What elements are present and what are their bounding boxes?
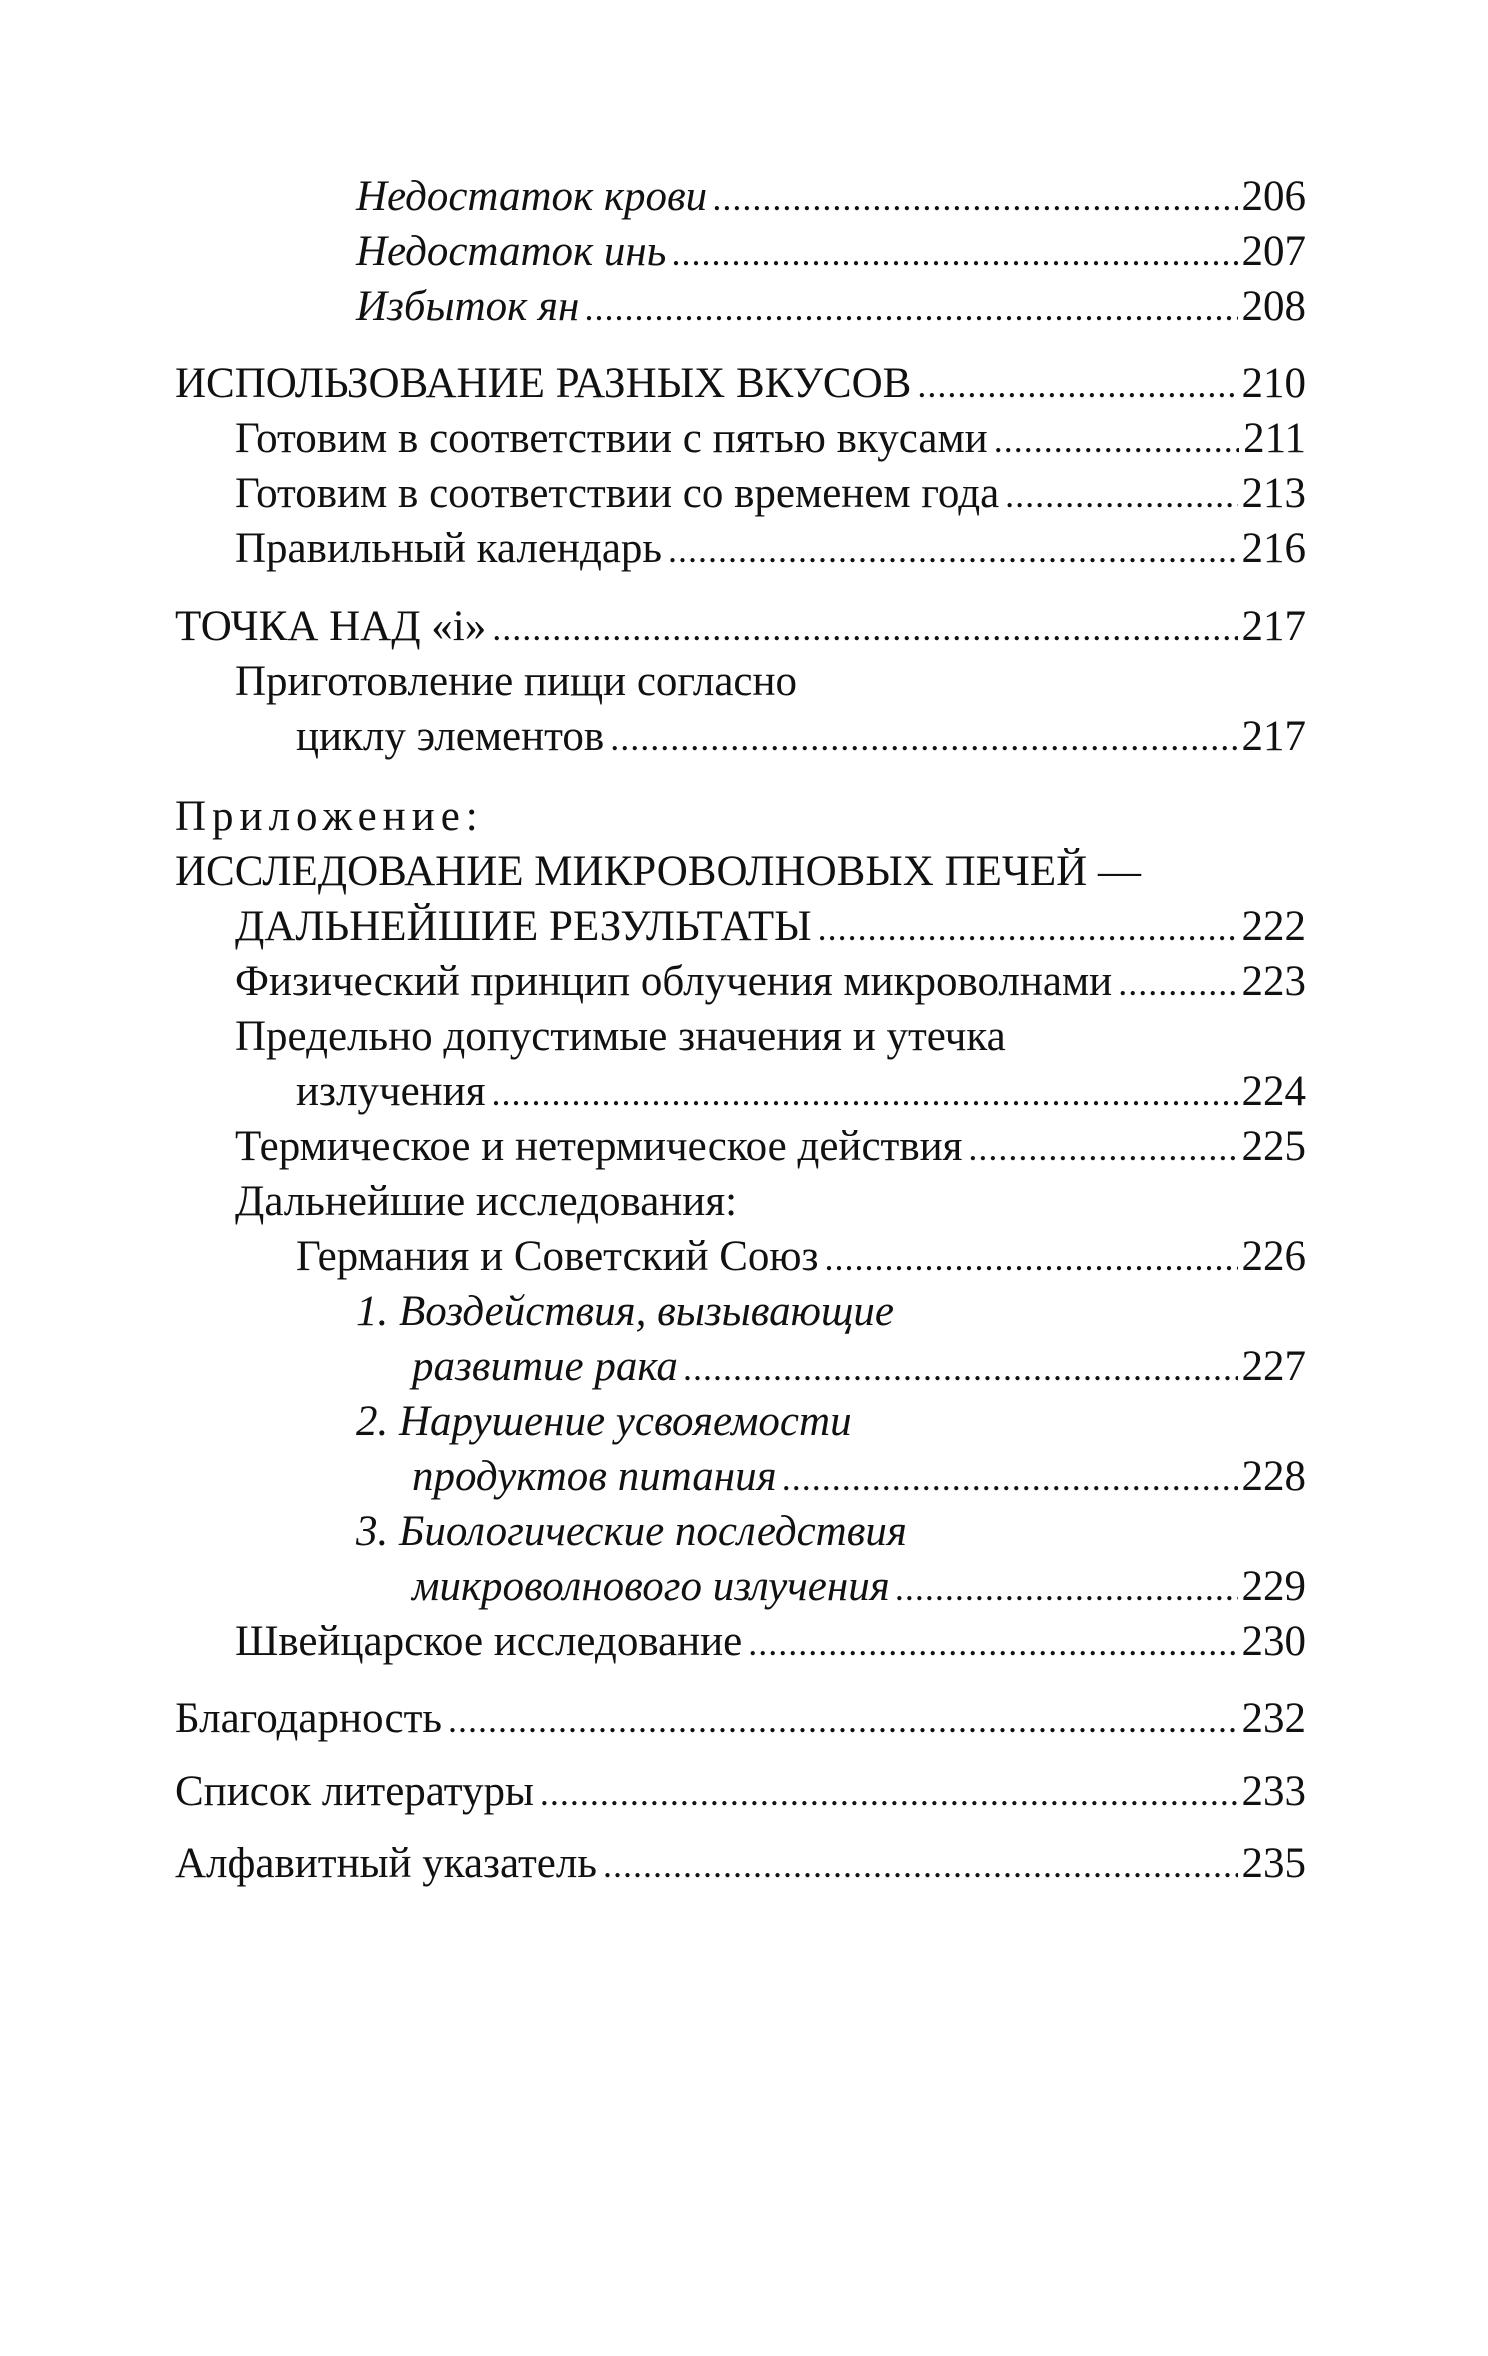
toc-entry-title: Избыток ян bbox=[356, 283, 580, 330]
toc-leader-dots bbox=[448, 1693, 1237, 1747]
toc-entry bbox=[356, 1285, 1306, 1339]
toc-leader-dots bbox=[818, 901, 1238, 955]
toc-section-heading bbox=[235, 900, 1306, 954]
toc-leader-dots bbox=[917, 358, 1237, 412]
toc-leader-dots bbox=[603, 1838, 1238, 1892]
toc-entry bbox=[356, 280, 1306, 334]
toc-section-heading bbox=[175, 1692, 1306, 1746]
toc-entry bbox=[296, 1065, 1306, 1119]
toc-leader-dots bbox=[585, 281, 1237, 335]
toc-entry-title: ИСПОЛЬЗОВАНИЕ РАЗНЫХ ВКУСОВ bbox=[175, 360, 912, 407]
toc-entry-page: 227 bbox=[1241, 1343, 1306, 1390]
toc-entry-title: развитие рака bbox=[412, 1343, 678, 1390]
toc-entry bbox=[412, 1340, 1306, 1394]
toc-entry-page: 235 bbox=[1241, 1840, 1306, 1887]
toc-entry-title: ИССЛЕДОВАНИЕ МИКРОВОЛНОВЫХ ПЕЧЕЙ — bbox=[175, 848, 1141, 895]
toc-entry bbox=[235, 1010, 1306, 1064]
toc-entry-page: 223 bbox=[1241, 958, 1306, 1005]
toc-leader-dots bbox=[672, 226, 1237, 280]
toc-entry-title: ТОЧКА НАД «i» bbox=[175, 603, 487, 650]
toc-entry bbox=[235, 412, 1306, 466]
toc-entry-title: излучения bbox=[296, 1068, 486, 1115]
toc-entry bbox=[235, 955, 1306, 1009]
toc-leader-dots bbox=[896, 1561, 1238, 1615]
toc-entry-title: ДАЛЬНЕЙШИЕ РЕЗУЛЬТАТЫ bbox=[235, 903, 812, 950]
toc-leader-dots bbox=[825, 1231, 1238, 1285]
toc-entry bbox=[235, 1120, 1306, 1174]
toc-entry-title: микроволнового излучения bbox=[412, 1563, 890, 1610]
toc-entry bbox=[412, 1560, 1306, 1614]
toc-entry-title: Термическое и нетермическое действия bbox=[235, 1123, 963, 1170]
toc-entry-page: 208 bbox=[1241, 283, 1306, 330]
toc-leader-dots bbox=[1005, 468, 1237, 522]
toc-entry-title: продуктов питания bbox=[412, 1453, 777, 1500]
toc-entry-title: Предельно допустимые значения и утечка bbox=[235, 1013, 1006, 1060]
toc-leader-dots bbox=[968, 1121, 1237, 1175]
toc-entry-title: Алфавитный указатель bbox=[175, 1840, 597, 1887]
toc-entry-title: Благодарность bbox=[175, 1695, 443, 1742]
toc-entry bbox=[235, 1175, 1306, 1229]
toc-section-heading bbox=[175, 1837, 1306, 1891]
toc-entry-title: Приготовление пищи согласно bbox=[235, 658, 798, 705]
toc-entry-title: Недостаток крови bbox=[356, 173, 708, 220]
toc-entry-page: 228 bbox=[1241, 1453, 1306, 1500]
toc-entry-title: Список литературы bbox=[175, 1768, 534, 1815]
toc-entry-page: 230 bbox=[1241, 1618, 1306, 1665]
toc-entry-page: 222 bbox=[1241, 903, 1306, 950]
toc-entry bbox=[296, 1230, 1306, 1284]
toc-leader-dots bbox=[994, 413, 1239, 467]
toc-leader-dots bbox=[668, 523, 1237, 577]
toc-section-heading bbox=[175, 1765, 1306, 1819]
toc-entry bbox=[235, 655, 1306, 709]
toc-entry-title: Недостаток инь bbox=[356, 228, 667, 275]
toc-entry-title: Швейцарское исследование bbox=[235, 1618, 743, 1665]
toc-leader-dots bbox=[684, 1341, 1238, 1395]
toc-leader-dots bbox=[713, 171, 1237, 225]
toc-entry-page: 229 bbox=[1241, 1563, 1306, 1610]
toc-entry-title: Готовим в соответствии с пятью вкусами bbox=[235, 415, 988, 462]
toc-entry-page: 217 bbox=[1241, 603, 1306, 650]
toc-entry-title: Правильный календарь bbox=[235, 525, 663, 572]
toc-entry-page: 232 bbox=[1241, 1695, 1306, 1742]
toc-entry bbox=[412, 1450, 1306, 1504]
toc-entry-page: 224 bbox=[1241, 1068, 1306, 1115]
toc-entry bbox=[235, 1615, 1306, 1669]
toc-section-heading bbox=[175, 357, 1306, 411]
toc-entry-page: 233 bbox=[1241, 1768, 1306, 1815]
toc-entry-title: Германия и Советский Союз bbox=[296, 1233, 819, 1280]
toc-entry bbox=[235, 522, 1306, 576]
toc-section-heading bbox=[175, 600, 1306, 654]
toc-entry bbox=[356, 170, 1306, 224]
toc-leader-dots bbox=[540, 1766, 1238, 1820]
toc-entry-page: 213 bbox=[1241, 470, 1306, 517]
toc-leader-dots bbox=[492, 601, 1237, 655]
toc-entry-page: 211 bbox=[1243, 415, 1306, 462]
toc-entry-page: 206 bbox=[1241, 173, 1306, 220]
toc-leader-dots bbox=[783, 1451, 1238, 1505]
toc-entry-title: 2. Нарушение усвояемости bbox=[356, 1398, 852, 1445]
toc-entry-title: циклу элементов bbox=[296, 713, 605, 760]
toc-entry-page: 210 bbox=[1241, 360, 1306, 407]
toc-entry-page: 216 bbox=[1241, 525, 1306, 572]
toc-entry bbox=[356, 225, 1306, 279]
toc-leader-dots bbox=[610, 711, 1237, 765]
toc-entry-page: 225 bbox=[1241, 1123, 1306, 1170]
toc-leader-dots bbox=[491, 1066, 1237, 1120]
toc-appendix-label bbox=[175, 790, 1306, 844]
toc-entry bbox=[235, 467, 1306, 521]
toc-entry bbox=[296, 710, 1306, 764]
toc-entry-title: Физический принцип облучения микроволнами bbox=[235, 958, 1113, 1005]
toc-entry-page: 217 bbox=[1241, 713, 1306, 760]
toc-entry bbox=[356, 1395, 1306, 1449]
toc-entry bbox=[356, 1505, 1306, 1559]
toc-entry-title: Готовим в соответствии со временем года bbox=[235, 470, 1000, 517]
toc-entry-page: 207 bbox=[1241, 228, 1306, 275]
toc-entry-title: 3. Биологические последствия bbox=[356, 1508, 907, 1555]
toc-leader-dots bbox=[1118, 956, 1235, 1010]
toc-entry-title: 1. Воздействия, вызывающие bbox=[356, 1288, 894, 1335]
toc-section-heading bbox=[175, 845, 1306, 899]
toc-entry-title: Приложение: bbox=[175, 793, 484, 840]
toc-leader-dots bbox=[748, 1616, 1237, 1670]
toc-entry-title: Дальнейшие исследования: bbox=[235, 1178, 738, 1225]
toc-entry-page: 226 bbox=[1241, 1233, 1306, 1280]
